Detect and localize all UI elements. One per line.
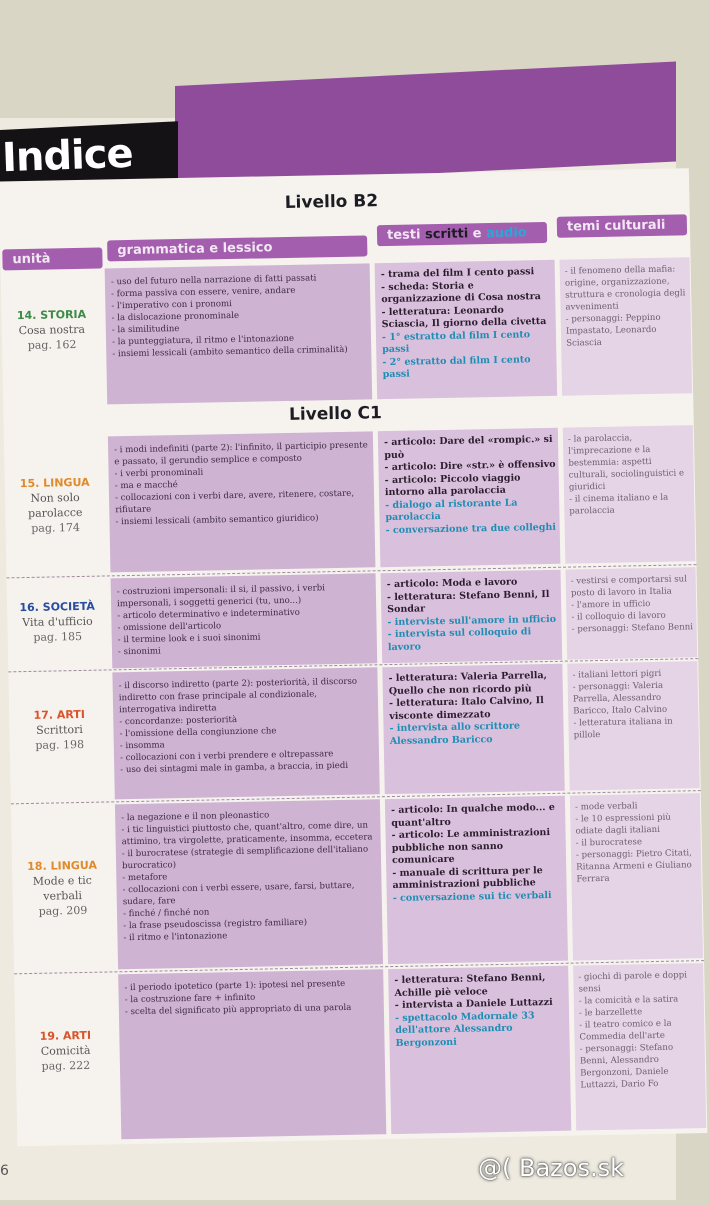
text-item: - intervista a Daniele Luttazzi xyxy=(395,997,567,1013)
text-item: - articolo: Dare del «rompic.» si può xyxy=(384,434,556,462)
grammar-list xyxy=(121,807,378,944)
grammar-item: - omissione dell'articolo xyxy=(117,617,372,634)
grammar-item: - la punteggiatura, il ritmo e l'intonazione xyxy=(112,331,367,348)
grammar-item: - i modi indefiniti (parte 2): l'infinito, il participio presente e passato, il gerundio semplice e composto xyxy=(114,439,369,468)
culture-item: - le 10 espressioni più odiate dagli italiani xyxy=(575,811,697,837)
text-item: - letteratura: Stefano Benni, Il Sondar xyxy=(387,588,559,616)
grammar-item: - l'imperativo con i pronomi xyxy=(111,295,366,312)
culture-item: - giochi di parole e doppi sensi xyxy=(578,969,700,995)
unit-name: Cosa nostra xyxy=(18,322,86,338)
text-item: - letteratura: Valeria Parrella, Quello che non ricordo più xyxy=(388,670,560,698)
culture-item: - vestirsi e comportarsi sul posto di lavoro in Italia xyxy=(571,573,693,599)
grammar-item: - i verbi pronominali xyxy=(114,463,369,480)
texts-list xyxy=(391,802,565,905)
grammar-item: - collocazioni con i verbi dare, avere, ritenere, costare, rifiutare xyxy=(115,487,370,516)
grammar-item: - uso del futuro nella narrazione di fatti passati xyxy=(111,271,366,288)
header-culture: temi culturali xyxy=(557,214,687,237)
grammar-item: - costruzioni impersonali: il si, il passivo, i verbi impersonali, i soggetti generici (tu, uno...) xyxy=(117,581,372,610)
unit-name: Mode e tic verbali xyxy=(32,873,93,903)
grammar-item: - il discorso indiretto (parte 2): posteriorità, il discorso indiretto con frase principale al condizionale, interrogativa indiretta xyxy=(119,675,375,716)
grammar-item: - insiemi lessicali (ambito semantico della criminalità) xyxy=(112,343,367,360)
text-item: - articolo: In qualche modo... e quant'altro xyxy=(391,802,563,830)
header-grammar: grammatica e lessico xyxy=(107,235,367,261)
text-item: - dialogo al ristorante La parolaccia xyxy=(385,496,557,524)
text-item: - letteratura: Stefano Benni, Achille piè veloce xyxy=(394,972,566,1000)
culture-item: - mode verbali xyxy=(575,799,697,813)
unit-label xyxy=(7,475,104,537)
grammar-item: - forma passiva con essere, venire, andare xyxy=(111,283,366,300)
level-c1-heading: Livello C1 xyxy=(288,403,383,425)
grammar-item: - il ritmo e l'intonazione xyxy=(123,927,378,944)
unit-number: 16. SOCIETÀ xyxy=(19,599,95,615)
culture-list xyxy=(568,431,692,517)
watermark: @( Bazos.sk xyxy=(478,1154,624,1182)
grammar-item: - collocazioni con i verbi essere, usare, farsi, buttare, sudare, fare xyxy=(122,879,377,908)
text-item: - intervista allo scrittore Alessandro Baricco xyxy=(389,720,561,748)
culture-list xyxy=(572,667,695,741)
culture-item: - il cinema italiano e la parolaccia xyxy=(569,491,691,517)
culture-list xyxy=(578,969,702,1091)
grammar-item: - la costruzione fare + infinito xyxy=(125,989,380,1006)
unit-number: 15. LINGUA xyxy=(19,475,90,491)
unit-page: pag. 198 xyxy=(35,737,85,752)
grammar-item: - ma e macché xyxy=(115,475,370,492)
unit-label xyxy=(9,599,106,646)
page-title: Indice xyxy=(1,130,134,182)
page-number: 6 xyxy=(0,1163,9,1179)
grammar-list xyxy=(114,439,371,528)
unit-page: pag. 162 xyxy=(27,338,77,352)
texts-list xyxy=(381,266,555,382)
unit-name: Comicità xyxy=(40,1043,91,1058)
text-item: - letteratura: Leonardo Sciascia, Il giorno della civetta xyxy=(381,303,553,331)
grammar-item: - metafore xyxy=(122,867,377,884)
text-item: - articolo: Moda e lavoro xyxy=(387,576,559,592)
unit-page: pag. 209 xyxy=(38,903,88,918)
culture-list xyxy=(565,263,689,349)
culture-item: - personaggi: Stefano Benni, Alessandro Bergonzoni, Daniele Luttazzi, Dario Fo xyxy=(580,1041,703,1091)
text-item: - conversazione sui tic verbali xyxy=(393,889,565,905)
grammar-item: - i tic linguistici piuttosto che, quant'altro, come dire, un attimino, tra virgolette, praticamente, insomma, eccetera xyxy=(121,819,376,848)
unit-name: Non solo parolacce xyxy=(27,490,83,520)
unit-page: pag. 222 xyxy=(41,1058,91,1073)
culture-item: - personaggi: Valeria Parrella, Alessandro Baricco, Italo Calvino xyxy=(573,679,696,717)
texts-list xyxy=(394,972,567,1050)
unit-page: pag. 174 xyxy=(31,520,81,535)
grammar-item: - la frase pseudoscissa (registro familiare) xyxy=(123,915,378,932)
text-item: - letteratura: Italo Calvino, Il visconte dimezzato xyxy=(389,695,561,723)
grammar-item: - l'omissione della congiunzione che xyxy=(119,723,374,740)
grammar-item: - la dislocazione pronominale xyxy=(111,307,366,324)
culture-list xyxy=(575,799,699,885)
text-item: - articolo: Piccolo viaggio intorno alla parolaccia xyxy=(385,471,557,499)
culture-item: - il fenomeno della mafia: origine, organizzazione, struttura e cronologia degli avvenimenti xyxy=(565,263,688,313)
grammar-item: - sinonimi xyxy=(118,641,373,658)
grammar-item: - la negazione e il non pleonastico xyxy=(121,807,376,824)
text-item: - conversazione tra due colleghi xyxy=(386,521,558,537)
texts-list xyxy=(388,670,561,748)
grammar-item: - finché / finché non xyxy=(123,903,378,920)
grammar-item: - collocazioni con i verbi prendere e oltrepassare xyxy=(120,747,375,764)
unit-label xyxy=(14,857,111,919)
culture-item: - l'amore in ufficio xyxy=(571,597,693,611)
culture-item: - il teatro comico e la Commedia dell'arte xyxy=(579,1017,701,1043)
grammar-list xyxy=(124,977,380,1018)
text-item: - manuale di scrittura per le amministrazioni pubbliche xyxy=(392,864,564,892)
texts-list xyxy=(387,576,560,654)
grammar-list xyxy=(117,581,373,658)
culture-item: - il burocratese xyxy=(576,835,698,849)
grammar-list xyxy=(119,675,376,776)
text-item: - 1° estratto dal film I cento passi xyxy=(382,328,554,356)
unit-number: 17. ARTI xyxy=(33,707,86,722)
unit-name: Vita d'ufficio xyxy=(22,614,93,630)
culture-item: - il colloquio di lavoro xyxy=(571,609,693,623)
culture-item: - personaggi: Peppino Impastato, Leonardo Sciascia xyxy=(566,311,689,349)
texts-list xyxy=(384,434,558,537)
unit-number: 19. ARTI xyxy=(39,1028,92,1043)
grammar-item: - la similitudine xyxy=(112,319,367,336)
unit-page: pag. 185 xyxy=(33,629,83,644)
unit-name: Scrittori xyxy=(35,722,83,737)
header-texts: testi scritti e audio xyxy=(377,222,547,246)
unit-number: 14. STORIA xyxy=(16,307,87,323)
culture-item: - personaggi: Stefano Benni xyxy=(572,621,694,635)
unit-label xyxy=(11,706,108,753)
text-item: - 2° estratto dal film I cento passi xyxy=(382,353,554,381)
grammar-list xyxy=(111,271,368,360)
unit-label xyxy=(3,307,100,354)
grammar-item: - scelta del significato più appropriato di una parola xyxy=(125,1001,380,1018)
header-unit: unità xyxy=(2,247,102,270)
text-item: - intervista sul colloquio di lavoro xyxy=(388,626,560,654)
culture-item: - la comicità e la satira xyxy=(579,993,701,1007)
grammar-item: - il periodo ipotetico (parte 1): ipotesi nel presente xyxy=(124,977,379,994)
grammar-item: - uso dei sintagmi male in gamba, a braccia, in piedi xyxy=(120,759,375,776)
level-b2-heading: Livello B2 xyxy=(284,191,379,213)
grammar-item: - il burocratese (strategie di semplificazione dell'italiano burocratico) xyxy=(122,843,377,872)
culture-item: - letteratura italiana in pillole xyxy=(573,715,695,741)
grammar-item: - insiemi lessicali (ambito semantico giuridico) xyxy=(115,511,370,528)
grammar-item: - articolo determinativo e indeterminativo xyxy=(117,605,372,622)
culture-list xyxy=(571,573,694,635)
grammar-item: - insomma xyxy=(120,735,375,752)
culture-item: - la parolaccia, l'imprecazione e la bestemmia: aspetti culturali, sociolinguistici e giuridici xyxy=(568,431,691,493)
culture-item: - le barzellette xyxy=(579,1005,701,1019)
text-item: - articolo: Dire «str.» è offensivo xyxy=(384,459,556,475)
text-item: - trama del film I cento passi xyxy=(381,266,553,282)
text-item: - interviste sull'amore in ufficio xyxy=(387,613,559,629)
grammar-item: - concordanze: posteriorità xyxy=(119,711,374,728)
culture-item: - italiani lettori pigri xyxy=(572,667,694,681)
text-item: - articolo: Le amministrazioni pubbliche non sanno comunicare xyxy=(391,827,564,868)
unit-number: 18. LINGUA xyxy=(27,858,98,873)
text-item: - scheda: Storia e organizzazione di Cosa nostra xyxy=(381,278,553,306)
unit-label xyxy=(17,1027,114,1074)
grammar-item: - il termine look e i suoi sinonimi xyxy=(118,629,373,646)
text-item: - spettacolo Madornale 33 dell'attore Alessandro Bergonzoni xyxy=(395,1009,568,1050)
culture-item: - personaggi: Pietro Citati, Ritanna Armeni e Giuliano Ferrara xyxy=(576,847,699,885)
